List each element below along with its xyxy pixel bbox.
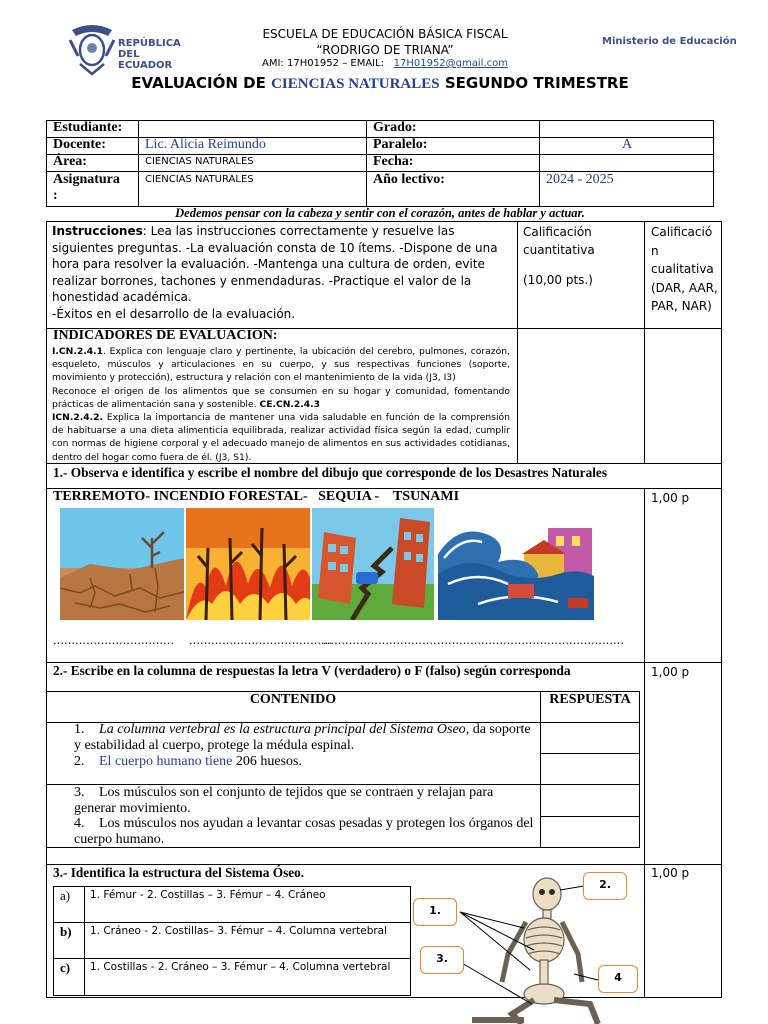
- q1-prompt: 1.- Observa e identifica y escribe el nombre del dibujo que corresponde de los Desastres Naturales: [53, 465, 607, 480]
- q3-score: 1,00 p: [651, 866, 690, 880]
- calif-cuantitativa: Calificación cuantitativa (10,00 pts.): [523, 223, 641, 289]
- grado-field[interactable]: [541, 121, 711, 136]
- col-answer: RESPUESTA: [549, 692, 631, 707]
- q3-prompt: 3.- Identifica la estructura del Sistema Óseo.: [53, 865, 305, 880]
- school-contact: [200, 58, 570, 69]
- anio-label: Año lectivo:: [373, 172, 445, 187]
- q1-score: 1,00 p: [651, 491, 690, 505]
- q3-option-c-text: 1. Costillas - 2. Cráneo – 3. Fémur – 4. Columna vertebral: [90, 961, 391, 973]
- logo-text-line2: DEL ECUADOR: [118, 49, 173, 71]
- answer-field-1[interactable]: [542, 724, 638, 752]
- asignatura-value: CIENCIAS NATURALES: [145, 174, 254, 185]
- tsunami-image: [438, 514, 594, 620]
- motto: Dedemos pensar con la cabeza y sentir con el corazón, antes de hablar y actuar.: [175, 206, 585, 220]
- q2-prompt: 2.- Escribe en la columna de respuestas la letra V (verdadero) o F (falso) según corresponda: [53, 663, 571, 678]
- amie-code: AMI: 17H01952 – EMAIL:: [262, 58, 385, 69]
- q1-options: TERREMOTO- INCENDIO FORESTAL- SEQUIA - TSUNAMI: [53, 489, 460, 504]
- area-value: CIENCIAS NATURALES: [145, 156, 254, 167]
- paralelo-value: A: [621, 137, 633, 152]
- skeleton-label-2: 2.: [583, 872, 627, 900]
- logo-text-line1: REPÚBLICA: [118, 38, 181, 49]
- instructions-closing: -Éxitos en el desarrollo de la evaluación.: [52, 306, 296, 321]
- vf-row-2: 2. El cuerpo humano tiene 206 huesos.: [74, 754, 302, 769]
- skeleton-label-1: 1.: [413, 898, 457, 926]
- docente-value: Lic. Alicia Reimundo: [145, 137, 266, 152]
- forest-fire-image: [186, 508, 310, 620]
- q3-option-a-text: 1. Fémur - 2. Costillas – 3. Fémur – 4. Cráneo: [90, 889, 326, 901]
- drought-image: [60, 508, 184, 620]
- answer-field-3[interactable]: [542, 786, 638, 815]
- col-content: CONTENIDO: [249, 692, 337, 707]
- q2-score: 1,00 p: [651, 665, 690, 679]
- indicators-heading: INDICADORES DE EVALUACION:: [53, 328, 278, 343]
- anio-value: 2024 - 2025: [546, 172, 614, 187]
- instructions-text: Instrucciones: Lea las instrucciones correctamente y resuelve las siguientes preguntas. -La evaluación consta de 10 ítems. -Dispone de una hora para resolver la evaluación. -Mantenga una cultura de orden, evite realizar borrones, tachones y enmendaduras. -Practique el valor de la honestidad académica. -Éxitos en el desarrollo de la evaluación.: [52, 223, 512, 323]
- q3-options-table: [53, 886, 411, 996]
- ministry-logo-text: Ministerio de Educación: [602, 36, 737, 47]
- estudiante-label: Estudiante:: [53, 120, 123, 135]
- paralelo-label: Paralelo:: [373, 137, 428, 152]
- q3-option-c-letter[interactable]: c): [60, 960, 71, 975]
- q1-blank-1[interactable]: ……………………………: [53, 634, 174, 647]
- title-pre: EVALUACIÓN DE: [131, 74, 272, 92]
- q3-option-a-letter[interactable]: a): [60, 888, 71, 903]
- asignatura-label: Asignatura :: [53, 172, 120, 203]
- title-post: SEGUNDO TRIMESTRE: [439, 74, 629, 92]
- title-subject: CIENCIAS NATURALES: [271, 76, 440, 92]
- earthquake-image: [312, 508, 434, 620]
- estudiante-field[interactable]: [140, 121, 364, 136]
- school-subname: “RODRIGO DE TRIANA”: [316, 43, 454, 57]
- vf-row-3: 3. Los músculos son el conjunto de tejidos que se contraen y relajan para generar movimiento.: [74, 785, 494, 816]
- email-link[interactable]: 17H01952@gmail.com: [393, 58, 508, 69]
- vf-row-1: 1. La columna vertebral es la estructura principal del Sistema Oseo, da soporte y estabilidad al cuerpo, protege la médula espinal.: [74, 722, 531, 753]
- grado-label: Grado:: [373, 120, 417, 135]
- skeleton-label-4: 4: [598, 965, 638, 993]
- answer-field-4[interactable]: [542, 818, 638, 847]
- vf-row-4: 4. Los músculos nos ayudan a levantar cosas pesadas y protegen los órganos del cuerpo humano.: [74, 816, 534, 847]
- fecha-field[interactable]: [541, 155, 711, 170]
- q1-blank-3[interactable]: ………………………….: [323, 634, 437, 647]
- q1-blank-2[interactable]: …………………………………: [189, 634, 332, 647]
- q1-blank-4[interactable]: ……………………………………………: [437, 634, 624, 647]
- docente-label: Docente:: [53, 137, 106, 152]
- coat-of-arms-icon: [66, 20, 118, 76]
- q3-option-b-letter[interactable]: b): [60, 924, 72, 939]
- page-title: [40, 74, 720, 93]
- fecha-label: Fecha:: [373, 154, 414, 169]
- ecuador-logo: [66, 20, 186, 76]
- calif-points: (10,00 pts.): [523, 273, 593, 287]
- skeleton-label-3: 3.: [420, 946, 464, 974]
- calif-cualitativa: Calificació n cualitativa (DAR, AAR, PAR, NAR): [651, 225, 718, 313]
- area-label: Área:: [53, 154, 87, 169]
- q3-option-b-text: 1. Cráneo - 2. Costillas– 3. Fémur – 4. Columna vertebral: [90, 925, 388, 937]
- instructions-label: Instrucciones: [52, 224, 143, 238]
- answer-field-2[interactable]: [542, 755, 638, 783]
- indicators-text: I.CN.2.4.1. Explica con lenguaje claro y pertinente, la ubicación del cerebro, pulmones, corazón, esqueleto, músculos y articulaciones en su cuerpo, y sus respectivas funciones (soporte, movimiento y protección), estructura y relación con el mantenimiento de la vida (J3, I3) Reconoce el origen de los alimentos que se consumen en su hogar y comunidad, fomentando prácticas de alimentación sana y sostenible. CE.CN.2.4.3 ICN.2.4.2. Explica la importancia de mantener una vida saludable en función de la comprensión de habituarse a una dieta alimenticia equilibrada, realizar actividad física según la edad, cumplir con normas de higiene corporal y el adecuado manejo de alimentos en sus actividades cotidianas, dentro del hogar como fuera de él. (J3, S1).: [52, 346, 510, 463]
- school-name: ESCUELA DE EDUCACIÓN BÁSICA FISCAL: [262, 27, 508, 41]
